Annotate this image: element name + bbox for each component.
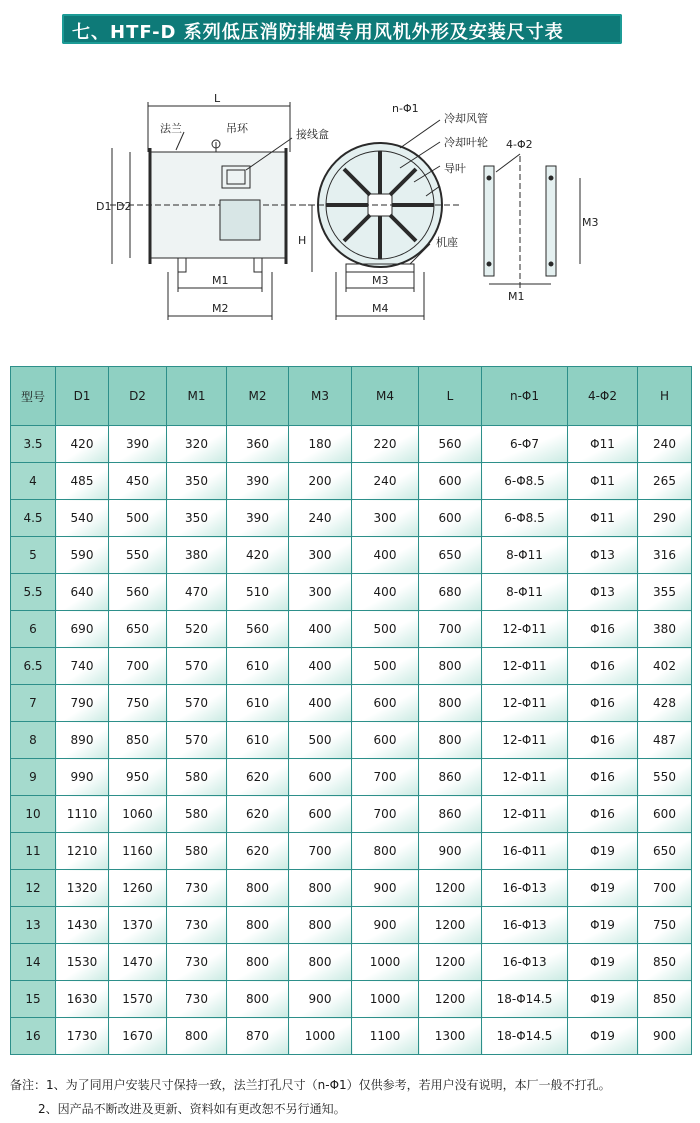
header-cell: L — [419, 367, 482, 426]
table-cell: 800 — [419, 648, 482, 685]
table-cell: 1060 — [109, 796, 167, 833]
table-cell: 510 — [227, 574, 289, 611]
header-cell: 型号 — [11, 367, 56, 426]
table-cell: 730 — [167, 944, 227, 981]
hole — [549, 262, 553, 266]
model-cell: 11 — [11, 833, 56, 870]
table-cell: 900 — [289, 981, 352, 1018]
table-cell: 990 — [56, 759, 109, 796]
table-cell: 8-Φ11 — [482, 537, 568, 574]
table-cell: 1160 — [109, 833, 167, 870]
table-cell: 600 — [419, 463, 482, 500]
table-cell: 1110 — [56, 796, 109, 833]
model-cell: 16 — [11, 1018, 56, 1055]
hub — [368, 194, 392, 216]
label-cooling-duct: 冷却风管 — [444, 112, 488, 125]
table-cell: 240 — [638, 426, 692, 463]
table-cell: 380 — [167, 537, 227, 574]
table-cell: Φ11 — [568, 463, 638, 500]
table-cell: 800 — [289, 907, 352, 944]
table-cell: 12-Φ11 — [482, 685, 568, 722]
table-cell: 300 — [289, 574, 352, 611]
table-cell: 360 — [227, 426, 289, 463]
table-row — [11, 981, 692, 1018]
table-cell: 580 — [167, 796, 227, 833]
model-cell: 9 — [11, 759, 56, 796]
leader — [496, 154, 520, 172]
label-4-phi2: 4-Φ2 — [506, 138, 533, 151]
table-cell: Φ19 — [568, 1018, 638, 1055]
table-cell: 850 — [638, 944, 692, 981]
table-cell: 580 — [167, 833, 227, 870]
table-cell: Φ19 — [568, 981, 638, 1018]
table-cell: Φ19 — [568, 833, 638, 870]
table-cell: 700 — [289, 833, 352, 870]
table-cell: Φ19 — [568, 870, 638, 907]
table-cell: Φ19 — [568, 907, 638, 944]
table-cell: 1730 — [56, 1018, 109, 1055]
table-cell: 240 — [352, 463, 419, 500]
hole — [487, 176, 491, 180]
table-row — [11, 648, 692, 685]
table-cell: Φ11 — [568, 500, 638, 537]
label-base: 机座 — [436, 236, 458, 249]
note-2: 2、因产品不断改进及更新、资料如有更改恕不另行通知。 — [38, 1102, 346, 1116]
table-cell: 355 — [638, 574, 692, 611]
label-lifting-ring: 吊环 — [226, 122, 248, 135]
table-cell: 730 — [167, 981, 227, 1018]
table-row — [11, 463, 692, 500]
table-cell: 640 — [56, 574, 109, 611]
table-cell: 740 — [56, 648, 109, 685]
table-cell: 620 — [227, 796, 289, 833]
table-cell: Φ16 — [568, 685, 638, 722]
dimension-table-wrap — [10, 366, 691, 1055]
header-cell: M3 — [289, 367, 352, 426]
label-guide-vane: 导叶 — [444, 162, 466, 175]
table-cell: 1430 — [56, 907, 109, 944]
table-row — [11, 426, 692, 463]
table-cell: 6-Φ8.5 — [482, 463, 568, 500]
table-cell: 800 — [227, 907, 289, 944]
table-cell: 16-Φ11 — [482, 833, 568, 870]
table-cell: 560 — [419, 426, 482, 463]
table-cell: 900 — [419, 833, 482, 870]
header-cell: n-Φ1 — [482, 367, 568, 426]
table-cell: 890 — [56, 722, 109, 759]
table-cell: 570 — [167, 722, 227, 759]
table-row — [11, 611, 692, 648]
table-cell: 1570 — [109, 981, 167, 1018]
table-cell: 300 — [352, 500, 419, 537]
table-cell: 550 — [109, 537, 167, 574]
table-cell: 450 — [109, 463, 167, 500]
model-cell: 4 — [11, 463, 56, 500]
table-cell: 1630 — [56, 981, 109, 1018]
table-row — [11, 722, 692, 759]
table-cell: 316 — [638, 537, 692, 574]
table-cell: 6-Φ7 — [482, 426, 568, 463]
table-cell: 520 — [167, 611, 227, 648]
table-cell: 610 — [227, 648, 289, 685]
table-cell: Φ13 — [568, 537, 638, 574]
hole — [549, 176, 553, 180]
table-cell: 1100 — [352, 1018, 419, 1055]
table-cell: Φ16 — [568, 611, 638, 648]
table-row — [11, 907, 692, 944]
table-row — [11, 574, 692, 611]
table-cell: 1260 — [109, 870, 167, 907]
table-cell: 540 — [56, 500, 109, 537]
table-cell: 570 — [167, 685, 227, 722]
label-M1: M1 — [212, 274, 229, 287]
rail-right — [546, 166, 556, 276]
header-cell: 4-Φ2 — [568, 367, 638, 426]
table-cell: 390 — [227, 500, 289, 537]
table-cell: 500 — [352, 611, 419, 648]
leader — [400, 120, 440, 148]
model-cell: 14 — [11, 944, 56, 981]
table-cell: 680 — [419, 574, 482, 611]
model-cell: 5 — [11, 537, 56, 574]
header-cell: D2 — [109, 367, 167, 426]
table-cell: 580 — [167, 759, 227, 796]
model-cell: 10 — [11, 796, 56, 833]
table-cell: 1470 — [109, 944, 167, 981]
table-cell: 428 — [638, 685, 692, 722]
dimension-table — [10, 366, 692, 1055]
label-M1-base: M1 — [508, 290, 525, 303]
table-cell: 12-Φ11 — [482, 611, 568, 648]
table-cell: 750 — [638, 907, 692, 944]
table-cell: 1370 — [109, 907, 167, 944]
table-cell: Φ11 — [568, 426, 638, 463]
table-cell: 800 — [289, 944, 352, 981]
header-cell: M1 — [167, 367, 227, 426]
table-cell: 420 — [227, 537, 289, 574]
table-cell: 700 — [638, 870, 692, 907]
table-cell: 1000 — [289, 1018, 352, 1055]
model-cell: 15 — [11, 981, 56, 1018]
base-view — [484, 154, 580, 288]
table-cell: 18-Φ14.5 — [482, 981, 568, 1018]
table-cell: 800 — [167, 1018, 227, 1055]
page-title: 七、HTF-D 系列低压消防排烟专用风机外形及安装尺寸表 — [72, 22, 564, 43]
header-cell: M4 — [352, 367, 419, 426]
table-cell: 560 — [109, 574, 167, 611]
table-cell: 12-Φ11 — [482, 796, 568, 833]
table-cell: 560 — [227, 611, 289, 648]
table-cell: 470 — [167, 574, 227, 611]
note-1: 备注：1、为了同用户安装尺寸保持一致，法兰打孔尺寸（n-Φ1）仅供参考，若用户没有说明，本厂一般不打孔。 — [10, 1078, 611, 1092]
model-cell: 7 — [11, 685, 56, 722]
front-view — [300, 120, 460, 320]
table-cell: 320 — [167, 426, 227, 463]
table-cell: 400 — [352, 574, 419, 611]
label-M2: M2 — [212, 302, 229, 315]
table-cell: Φ16 — [568, 759, 638, 796]
table-cell: 850 — [109, 722, 167, 759]
table-cell: 800 — [227, 870, 289, 907]
table-cell: 500 — [289, 722, 352, 759]
table-cell: 300 — [289, 537, 352, 574]
model-cell: 5.5 — [11, 574, 56, 611]
table-cell: 570 — [167, 648, 227, 685]
table-cell: 487 — [638, 722, 692, 759]
table-cell: 790 — [56, 685, 109, 722]
table-cell: 860 — [419, 759, 482, 796]
table-body — [11, 426, 692, 1055]
table-cell: 700 — [109, 648, 167, 685]
table-cell: 350 — [167, 463, 227, 500]
table-cell: 610 — [227, 685, 289, 722]
table-cell: 220 — [352, 426, 419, 463]
label-flange: 法兰 — [160, 122, 182, 135]
model-cell: 4.5 — [11, 500, 56, 537]
table-cell: 400 — [289, 611, 352, 648]
table-cell: 870 — [227, 1018, 289, 1055]
label-M4: M4 — [372, 302, 389, 315]
table-cell: 400 — [352, 537, 419, 574]
side-view — [110, 102, 320, 320]
label-H: H — [298, 234, 307, 247]
table-cell: 1210 — [56, 833, 109, 870]
label-D2: D2 — [116, 200, 132, 213]
foot-right — [254, 258, 262, 272]
table-cell: 600 — [289, 759, 352, 796]
table-cell: 240 — [289, 500, 352, 537]
table-cell: 860 — [419, 796, 482, 833]
table-row — [11, 833, 692, 870]
table-cell: 8-Φ11 — [482, 574, 568, 611]
title-banner — [62, 14, 622, 44]
table-header-row — [11, 367, 692, 426]
header-cell: D1 — [56, 367, 109, 426]
table-cell: 650 — [109, 611, 167, 648]
table-cell: 900 — [352, 907, 419, 944]
label-L: L — [214, 92, 221, 105]
table-cell: 1200 — [419, 944, 482, 981]
table-cell: 500 — [352, 648, 419, 685]
label-n-phi1: n-Φ1 — [392, 102, 419, 115]
header-cell: M2 — [227, 367, 289, 426]
table-row — [11, 870, 692, 907]
table-cell: Φ19 — [568, 944, 638, 981]
table-row — [11, 1018, 692, 1055]
rail-left — [484, 166, 494, 276]
table-cell: 800 — [227, 944, 289, 981]
table-cell: 620 — [227, 833, 289, 870]
table-row — [11, 685, 692, 722]
table-cell: 1200 — [419, 870, 482, 907]
table-cell: 900 — [352, 870, 419, 907]
table-cell: Φ16 — [568, 648, 638, 685]
model-cell: 6 — [11, 611, 56, 648]
foot-left — [178, 258, 186, 272]
table-cell: 400 — [289, 648, 352, 685]
table-cell: 12-Φ11 — [482, 759, 568, 796]
model-cell: 12 — [11, 870, 56, 907]
table-cell: 700 — [352, 759, 419, 796]
hole — [487, 262, 491, 266]
table-cell: 610 — [227, 722, 289, 759]
table-row — [11, 944, 692, 981]
table-cell: 750 — [109, 685, 167, 722]
table-cell: 800 — [289, 870, 352, 907]
table-cell: 730 — [167, 907, 227, 944]
header-cell: H — [638, 367, 692, 426]
label-cooling-impeller: 冷却叶轮 — [444, 136, 488, 149]
table-cell: 600 — [638, 796, 692, 833]
table-cell: 550 — [638, 759, 692, 796]
label-D1: D1 — [96, 200, 112, 213]
table-cell: 485 — [56, 463, 109, 500]
table-cell: 12-Φ11 — [482, 722, 568, 759]
table-cell: 700 — [419, 611, 482, 648]
table-cell: 402 — [638, 648, 692, 685]
table-cell: 1300 — [419, 1018, 482, 1055]
table-cell: 730 — [167, 870, 227, 907]
label-M3-front: M3 — [372, 274, 389, 287]
table-cell: 290 — [638, 500, 692, 537]
model-cell: 8 — [11, 722, 56, 759]
table-cell: 390 — [109, 426, 167, 463]
model-cell: 3.5 — [11, 426, 56, 463]
table-cell: 500 — [109, 500, 167, 537]
table-cell: 1200 — [419, 907, 482, 944]
table-cell: 800 — [419, 685, 482, 722]
table-cell: 590 — [56, 537, 109, 574]
table-cell: 650 — [638, 833, 692, 870]
model-cell: 13 — [11, 907, 56, 944]
table-cell: 1530 — [56, 944, 109, 981]
table-cell: 700 — [352, 796, 419, 833]
fan-dimension-diagram — [0, 92, 700, 352]
table-cell: 400 — [289, 685, 352, 722]
table-row — [11, 500, 692, 537]
table-cell: 600 — [352, 685, 419, 722]
motor-shape — [220, 200, 260, 240]
table-cell: 350 — [167, 500, 227, 537]
table-cell: 180 — [289, 426, 352, 463]
table-cell: 16-Φ13 — [482, 907, 568, 944]
table-row — [11, 796, 692, 833]
table-cell: 850 — [638, 981, 692, 1018]
diagram-svg — [0, 92, 700, 352]
table-row — [11, 759, 692, 796]
table-cell: 16-Φ13 — [482, 944, 568, 981]
notes — [10, 1073, 695, 1121]
table-cell: 1670 — [109, 1018, 167, 1055]
table-cell: 600 — [419, 500, 482, 537]
label-M3-base: M3 — [582, 216, 599, 229]
table-cell: 18-Φ14.5 — [482, 1018, 568, 1055]
table-cell: 1000 — [352, 981, 419, 1018]
model-cell: 6.5 — [11, 648, 56, 685]
table-cell: 800 — [227, 981, 289, 1018]
table-cell: 265 — [638, 463, 692, 500]
table-cell: 1200 — [419, 981, 482, 1018]
table-cell: Φ16 — [568, 722, 638, 759]
table-cell: 600 — [352, 722, 419, 759]
table-row — [11, 537, 692, 574]
table-cell: 620 — [227, 759, 289, 796]
table-cell: Φ13 — [568, 574, 638, 611]
label-junction-box: 接线盒 — [296, 128, 329, 141]
table-cell: 200 — [289, 463, 352, 500]
table-cell: 950 — [109, 759, 167, 796]
table-cell: 12-Φ11 — [482, 648, 568, 685]
table-cell: 690 — [56, 611, 109, 648]
table-cell: 6-Φ8.5 — [482, 500, 568, 537]
table-cell: 800 — [419, 722, 482, 759]
table-cell: 380 — [638, 611, 692, 648]
table-cell: 900 — [638, 1018, 692, 1055]
table-cell: 800 — [352, 833, 419, 870]
table-cell: 1320 — [56, 870, 109, 907]
table-cell: 420 — [56, 426, 109, 463]
table-cell: 600 — [289, 796, 352, 833]
table-cell: 650 — [419, 537, 482, 574]
table-cell: Φ16 — [568, 796, 638, 833]
table-cell: 16-Φ13 — [482, 870, 568, 907]
table-cell: 390 — [227, 463, 289, 500]
table-cell: 1000 — [352, 944, 419, 981]
